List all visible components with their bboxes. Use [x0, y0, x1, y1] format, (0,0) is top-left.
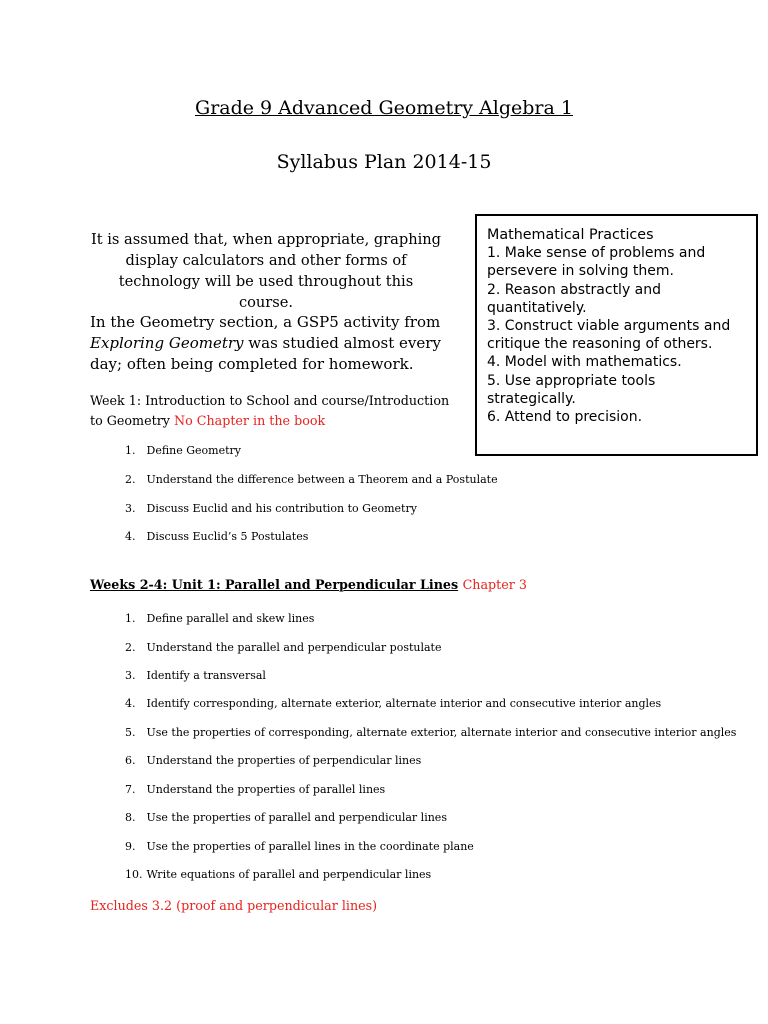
list-item-number: 4. [125, 697, 136, 710]
week1-chapter-note: No Chapter in the book [173, 413, 326, 428]
document-title: Grade 9 Advanced Geometry Algebra 1 [195, 97, 573, 119]
unit1-heading-text: Weeks 2-4: Unit 1: Parallel and Perpendicular Lines [90, 577, 459, 592]
list-item-number: 7. [125, 783, 136, 796]
list-item-text: Understand the properties of perpendicular lines [146, 754, 422, 767]
list-item-number: 2. [125, 641, 136, 654]
list-item [125, 530, 308, 543]
document-subtitle: Syllabus Plan 2014-15 [276, 151, 492, 173]
list-item-number: 6. [125, 754, 136, 767]
math-practice-item: 4. Model with mathematics. [487, 354, 682, 371]
list-item-text: Discuss Euclid and his contribution to Geometry [146, 502, 417, 515]
list-item-text: Understand the parallel and perpendicular postulate [146, 641, 442, 654]
technology-note: It is assumed that, when appropriate, graphing display calculators and other forms of technology will be used throughout this course. [90, 231, 442, 311]
list-item-text: Identify corresponding, alternate exterior, alternate interior and consecutive interior angles [146, 697, 662, 710]
unit1-exclusion-note: Excludes 3.2 (proof and perpendicular lines) [90, 898, 378, 913]
list-item-text: Define Geometry [146, 444, 242, 457]
list-item [125, 811, 447, 824]
list-item [125, 868, 431, 881]
list-item-number: 9. [125, 840, 136, 853]
list-item-number: 1. [125, 612, 136, 625]
list-item [125, 502, 417, 515]
unit1-chapter-note: Chapter 3 [462, 577, 527, 592]
list-item-text: Use the properties of parallel lines in the coordinate plane [146, 840, 474, 853]
gsp-note-suffix: was studied almost every day; often being completed for homework. [90, 334, 441, 373]
list-item-text: Understand the difference between a Theorem and a Postulate [146, 473, 498, 486]
list-item-number: 1. [125, 444, 136, 457]
list-item-number: 3. [125, 669, 136, 682]
list-item [125, 473, 498, 486]
list-item-text: Discuss Euclid’s 5 Postulates [146, 530, 309, 543]
list-item-number: 10. [125, 868, 143, 881]
list-item [125, 840, 474, 853]
list-item-text: Use the properties of parallel and perpendicular lines [146, 811, 447, 824]
math-practice-item: 5. Use appropriate tools strategically. [487, 372, 656, 407]
gsp-note-prefix: In the Geometry section, a GSP5 activity from [90, 313, 441, 331]
list-item [125, 444, 241, 457]
math-practices-box [475, 214, 758, 456]
list-item [125, 697, 661, 710]
math-practice-item: 1. Make sense of problems and persevere in solving them. [487, 245, 706, 280]
list-item [125, 783, 385, 796]
list-item-number: 8. [125, 811, 136, 824]
list-item-text: Understand the properties of parallel lines [146, 783, 386, 796]
math-practice-item: 6. Attend to precision. [487, 409, 643, 426]
gsp-note [90, 312, 450, 375]
math-practices-title: Mathematical Practices [487, 227, 654, 243]
list-item [125, 641, 441, 654]
list-item-text: Identify a transversal [146, 669, 266, 682]
list-item [125, 612, 314, 625]
list-item-text: Use the properties of corresponding, alternate exterior, alternate interior and consecutive interior angles [146, 726, 737, 739]
math-practice-item: 2. Reason abstractly and quantitatively. [487, 281, 662, 316]
list-item-number: 2. [125, 473, 136, 486]
list-item [125, 669, 266, 682]
list-item-number: 4. [125, 530, 136, 543]
list-item-text: Write equations of parallel and perpendicular lines [146, 868, 432, 881]
week1-heading-text: Week 1: Introduction to School and course/Introduction to Geometry [90, 393, 450, 428]
math-practice-item: 3. Construct viable arguments and critique the reasoning of others. [487, 318, 731, 353]
list-item-number: 5. [125, 726, 136, 739]
list-item [125, 726, 736, 739]
list-item-text: Define parallel and skew lines [146, 612, 315, 625]
list-item [125, 754, 421, 767]
unit1-heading [90, 577, 527, 592]
list-item-number: 3. [125, 502, 136, 515]
gsp-book-title: Exploring Geometry [90, 334, 244, 352]
week1-heading [90, 391, 460, 431]
